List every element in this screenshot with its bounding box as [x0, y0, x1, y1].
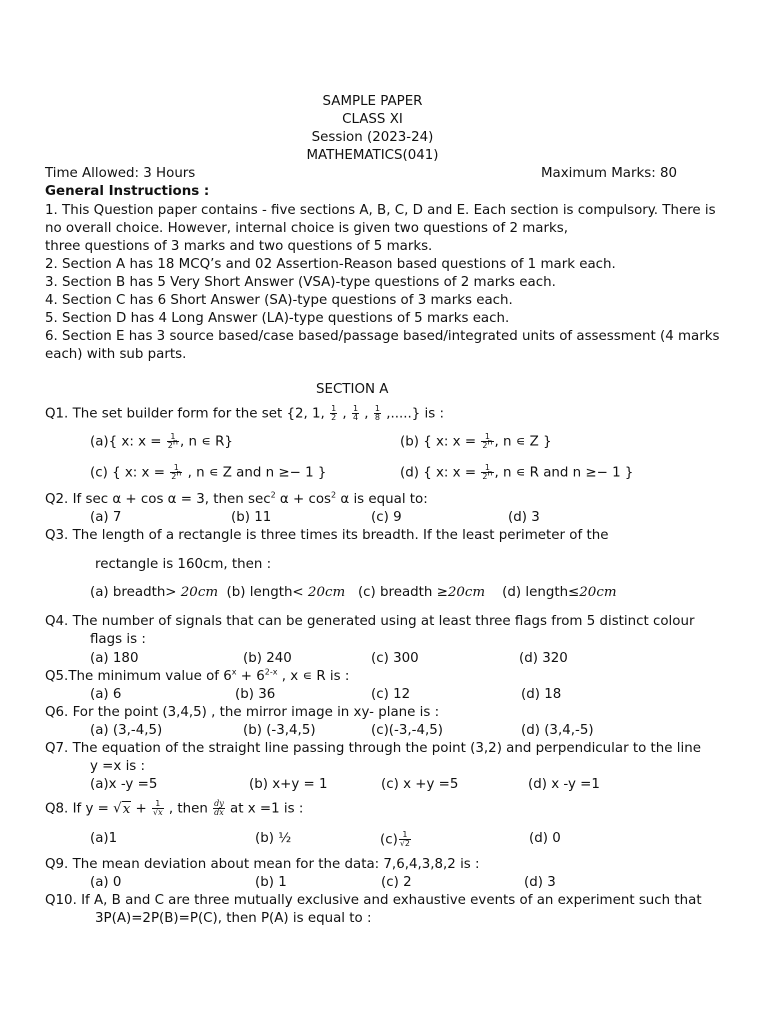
instruction-line: 4. Section C has 6 Short Answer (SA)-type questions of 3 marks each.	[45, 293, 513, 308]
question-9-option-a: (a) 0	[90, 875, 122, 890]
instructions-heading: General Instructions :	[45, 184, 210, 199]
question-1-stem: Q1. The set builder form for the set {2, 1, $\frac{1}{2}$ , $\frac{1}{4}$ , $\frac{1}{8}$ ,.....} is :	[45, 404, 444, 422]
question-4-option-c: (c) 300	[371, 651, 419, 666]
question-10-stem-cont: 3P(A)=2P(B)=P(C), then P(A) is equal to :	[95, 911, 372, 926]
instruction-line: 2. Section A has 18 MCQ’s and 02 Assertion-Reason based questions of 1 mark each.	[45, 257, 616, 272]
question-6-option-c: (c)(-3,-4,5)	[371, 723, 443, 738]
instruction-line: 3. Section B has 5 Very Short Answer (VSA)-type questions of 2 marks each.	[45, 275, 556, 290]
question-5-stem: Q5.The minimum value of $6^x + 6^{2-x}$ , x ∊ R is :	[45, 667, 350, 684]
question-5-option-c: (c) 12	[371, 687, 411, 702]
question-3-stem: Q3. The length of a rectangle is three times its breadth. If the least perimeter of the	[45, 528, 609, 543]
question-7-stem-cont: y =x is :	[90, 759, 146, 774]
question-9-option-b: (b) 1	[255, 875, 287, 890]
question-7-option-b: (b) x+y = 1	[249, 777, 328, 792]
question-4-option-a: (a) 180	[90, 651, 139, 666]
class-label: CLASS XI	[342, 112, 403, 127]
instruction-line: three questions of 3 marks and two questions of 5 marks.	[45, 239, 433, 254]
question-5-option-b: (b) 36	[235, 687, 276, 702]
maximum-marks: Maximum Marks: 80	[541, 166, 678, 181]
question-5-option-a: (a) 6	[90, 687, 122, 702]
question-8-stem: Q8. If y = √x + $\frac{1}{√x}$ , then $\frac{dy}{dx}$ at x =1 is :	[45, 799, 304, 817]
question-2-option-c: (c) 9	[371, 510, 402, 525]
question-2-stem: Q2. If sec α + cos α = 3, then $\sec^2 \alpha + \cos^2 \alpha$ is equal to:	[45, 490, 428, 507]
session-label: Session (2023-24)	[311, 130, 434, 145]
instruction-line: each) with sub parts.	[45, 347, 187, 362]
question-4-stem-cont: flags is :	[90, 632, 146, 647]
question-9-option-d: (d) 3	[524, 875, 556, 890]
subject-label: MATHEMATICS(041)	[306, 148, 439, 163]
question-1-option-c: (c) { x: x = $\frac{1}{2^n}$ , n ∊ Z and n ≥− 1 }	[90, 463, 327, 481]
question-7-stem: Q7. The equation of the straight line passing through the point (3,2) and perpendicular to the line	[45, 741, 701, 756]
question-4-option-d: (d) 320	[519, 651, 568, 666]
question-6-option-b: (b) (-3,4,5)	[243, 723, 316, 738]
question-7-option-a: (a)x -y =5	[90, 777, 158, 792]
paper-title: SAMPLE PAPER	[322, 94, 423, 109]
question-5-option-d: (d) 18	[521, 687, 562, 702]
question-1-option-b: (b) { x: x = $\frac{1}{2^n}$ , n ∊ Z }	[400, 432, 552, 450]
question-4-option-b: (b) 240	[243, 651, 292, 666]
question-8-option-a: (a)1	[90, 831, 118, 846]
question-8-option-d: (d) 0	[529, 831, 561, 846]
question-9-stem: Q9. The mean deviation about mean for the data: 7,6,4,3,8,2 is :	[45, 857, 480, 872]
question-2-option-a: (a) 7	[90, 510, 122, 525]
section-title: SECTION A	[316, 382, 389, 397]
question-7-option-c: (c) x +y =5	[381, 777, 459, 792]
question-6-option-d: (d) (3,4,-5)	[521, 723, 594, 738]
question-2-option-d: (d) 3	[508, 510, 540, 525]
question-8-option-b: (b) ½	[255, 831, 292, 846]
instruction-line: 1. This Question paper contains - five sections A, B, C, D and E. Each section is compulsory. There is	[45, 203, 716, 218]
question-9-option-c: (c) 2	[381, 875, 412, 890]
question-4-stem: Q4. The number of signals that can be generated using at least three flags from 5 distinct colour	[45, 614, 695, 629]
question-7-option-d: (d) x -y =1	[528, 777, 600, 792]
question-8-option-c: (c) $\frac{1}{√2}$	[380, 830, 411, 848]
question-2-option-b: (b) 11	[231, 510, 272, 525]
time-allowed: Time Allowed: 3 Hours	[45, 166, 196, 181]
instruction-line: no overall choice. However, internal choice is given two questions of 2 marks,	[45, 221, 568, 236]
question-6-stem: Q6. For the point (3,4,5) , the mirror image in xy- plane is :	[45, 705, 440, 720]
question-1-option-d: (d) { x: x = $\frac{1}{2^n}$ , n ∊ R and n ≥− 1 }	[400, 463, 634, 481]
question-3-stem-cont: rectangle is 160cm, then :	[95, 557, 272, 572]
instruction-line: 5. Section D has 4 Long Answer (LA)-type questions of 5 marks each.	[45, 311, 510, 326]
question-3-options: (a) breadth> 20cm (b) length< 20cm (c) breadth ≥20cm (d) length≤20cm	[90, 585, 617, 600]
question-1-option-a: (a){ x: x = $\frac{1}{2^n}$ , n ∊ R}	[90, 432, 233, 450]
question-6-option-a: (a) (3,-4,5)	[90, 723, 163, 738]
instruction-line: 6. Section E has 3 source based/case based/passage based/integrated units of assessment (4 marks	[45, 329, 720, 344]
question-10-stem: Q10. If A, B and C are three mutually exclusive and exhaustive events of an experiment such that	[45, 893, 702, 908]
